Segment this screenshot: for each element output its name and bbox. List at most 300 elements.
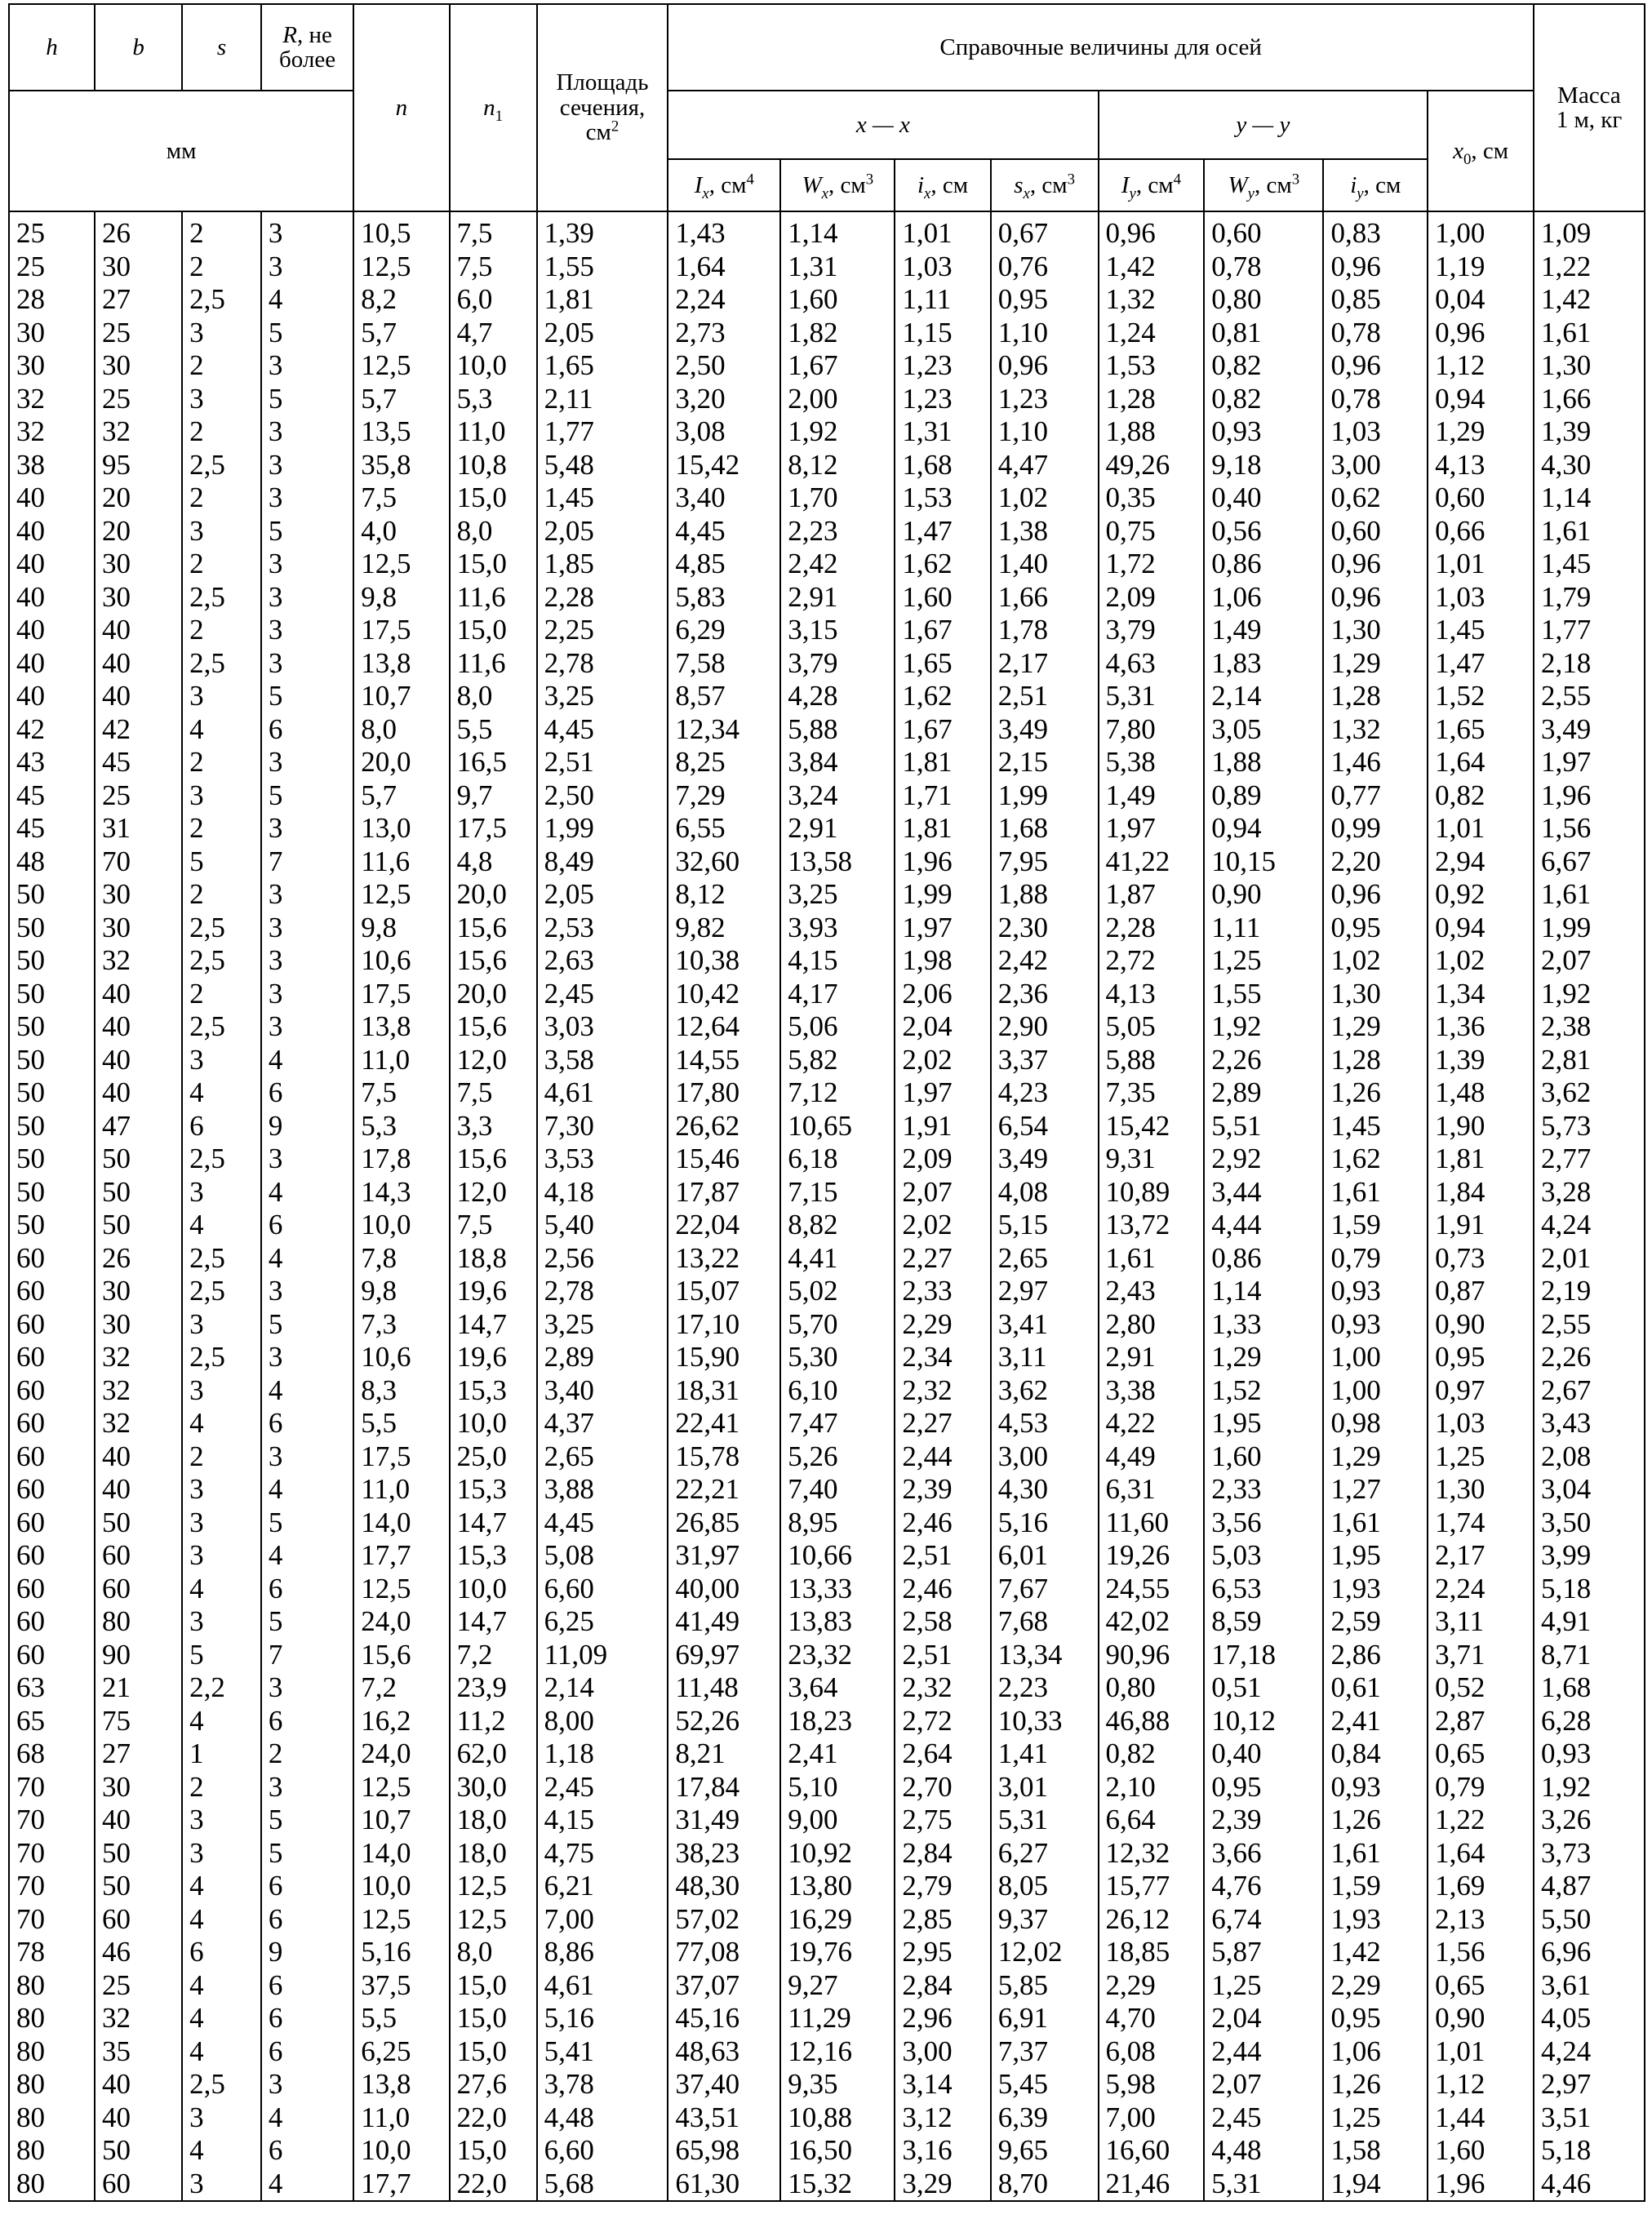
table-cell: 5 [261,779,353,813]
table-cell: 15,0 [450,2134,537,2168]
table-cell: 4,08 [991,1176,1099,1209]
table-cell: 30 [95,1771,182,1804]
table-cell: 15,3 [450,1539,537,1573]
table-cell: 40 [95,1440,182,1474]
table-cell: 5 [182,1639,261,1672]
table-cell: 2,10 [1099,1771,1205,1804]
table-cell: 10,89 [1099,1176,1205,1209]
table-cell: 0,98 [1323,1407,1428,1440]
table-cell: 80 [9,2168,95,2202]
table-cell: 0,79 [1428,1771,1534,1804]
table-cell: 9,18 [1204,449,1323,482]
table-cell: 13,83 [780,1605,895,1639]
table-cell: 1,33 [1204,1308,1323,1342]
table-cell: 4,22 [1099,1407,1205,1440]
table-row [9,713,1645,747]
table-cell: 2 [182,1771,261,1804]
table-cell: 3 [182,1605,261,1639]
table-cell: 1,92 [1534,1771,1645,1804]
table-cell: 12,0 [450,1176,537,1209]
table-cell: 0,96 [1428,317,1534,350]
table-row [9,482,1645,515]
table-cell: 3,03 [537,1010,668,1044]
table-cell: 7 [261,845,353,879]
table-cell: 30 [95,581,182,615]
table-cell: 3 [182,317,261,350]
table-cell: 0,83 [1323,211,1428,251]
table-cell: 50 [9,1076,95,1110]
table-cell: 32 [95,415,182,449]
table-cell: 0,81 [1204,317,1323,350]
table-cell: 2,23 [991,1671,1099,1705]
table-cell: 65 [9,1705,95,1738]
table-cell: 5,87 [1204,1936,1323,1969]
table-cell: 3,49 [991,1143,1099,1176]
table-cell: 4 [182,2134,261,2168]
table-cell: 5,15 [991,1209,1099,1242]
table-cell: 6,08 [1099,2035,1205,2069]
table-cell: 46 [95,1936,182,1969]
table-cell: 4,45 [537,1507,668,1540]
table-cell: 1,88 [1099,415,1205,449]
table-cell: 4,48 [1204,2134,1323,2168]
table-cell: 7,5 [450,251,537,284]
table-cell: 10,5 [353,211,449,251]
table-cell: 8,49 [537,845,668,879]
table-cell: 4 [182,1209,261,1242]
table-cell: 6,28 [1534,1705,1645,1738]
table-cell: 1,97 [895,912,990,945]
table-cell: 1,26 [1323,2068,1428,2101]
table-row [9,1539,1645,1573]
table-cell: 2 [182,482,261,515]
table-cell: 12,32 [1099,1837,1205,1871]
table-row [9,1010,1645,1044]
table-cell: 3,93 [780,912,895,945]
table-cell: 1,88 [991,878,1099,912]
table-cell: 1,00 [1323,1374,1428,1408]
table-cell: 9,82 [668,912,780,945]
table-cell: 2,46 [895,1573,990,1606]
table-cell: 11,0 [353,1044,449,1077]
table-cell: 0,80 [1204,283,1323,317]
table-cell: 2,58 [895,1605,990,1639]
table-cell: 3,25 [780,878,895,912]
table-cell: 25,0 [450,1440,537,1474]
table-cell: 1,67 [895,614,990,647]
table-cell: 1,61 [1534,515,1645,548]
table-cell: 15,0 [450,2002,537,2035]
table-row [9,1804,1645,1837]
table-cell: 50 [95,1507,182,1540]
table-cell: 95 [95,449,182,482]
table-cell: 22,21 [668,1473,780,1507]
table-cell: 11,60 [1099,1507,1205,1540]
table-cell: 2,59 [1323,1605,1428,1639]
table-cell: 0,93 [1323,1275,1428,1308]
table-cell: 16,29 [780,1903,895,1937]
table-cell: 1,01 [1428,2035,1534,2069]
table-cell: 8,70 [991,2168,1099,2202]
table-cell: 2,86 [1323,1639,1428,1672]
table-cell: 5,05 [1099,1010,1205,1044]
table-cell: 2,95 [895,1936,990,1969]
table-cell: 1,81 [895,812,990,845]
table-cell: 6 [261,1076,353,1110]
table-cell: 17,7 [353,2168,449,2202]
table-cell: 2,05 [537,515,668,548]
table-cell: 1,99 [895,878,990,912]
table-cell: 1,49 [1204,614,1323,647]
table-cell: 0,65 [1428,1969,1534,2003]
table-cell: 8,57 [668,680,780,713]
table-cell: 4,44 [1204,1209,1323,1242]
table-cell: 4 [261,2101,353,2135]
table-cell: 2,26 [1534,1341,1645,1374]
table-cell: 60 [9,1507,95,1540]
table-cell: 28 [9,283,95,317]
table-cell: 60 [9,1341,95,1374]
table-cell: 1,59 [1323,1870,1428,1903]
table-cell: 20 [95,482,182,515]
table-row [9,449,1645,482]
table-cell: 0,96 [1323,548,1428,581]
table-row [9,1507,1645,1540]
table-cell: 1,03 [1323,415,1428,449]
table-cell: 15,3 [450,1473,537,1507]
table-row [9,680,1645,713]
table-cell: 5,48 [537,449,668,482]
table-cell: 1,25 [1204,944,1323,978]
table-row [9,878,1645,912]
table-cell: 1,61 [1099,1242,1205,1276]
table-cell: 1,99 [991,779,1099,813]
table-cell: 2,02 [895,1209,990,1242]
table-cell: 2,50 [537,779,668,813]
table-cell: 1,62 [895,548,990,581]
table-cell: 4,76 [1204,1870,1323,1903]
table-cell: 1,45 [1428,614,1534,647]
table-cell: 70 [9,1804,95,1837]
table-cell: 2,84 [895,1837,990,1871]
header-axis-xx: x — x [668,91,1098,159]
table-cell: 1,97 [895,1076,990,1110]
table-cell: 11,6 [450,581,537,615]
table-cell: 6 [261,2134,353,2168]
table-cell: 8,71 [1534,1639,1645,1672]
table-cell: 40 [9,680,95,713]
table-cell: 30 [95,548,182,581]
table-cell: 5,5 [353,2002,449,2035]
table-cell: 1,40 [991,548,1099,581]
table-cell: 2,5 [182,912,261,945]
table-cell: 0,95 [1323,912,1428,945]
table-cell: 4,91 [1534,1605,1645,1639]
table-cell: 2,5 [182,944,261,978]
table-cell: 13,33 [780,1573,895,1606]
table-cell: 1,79 [1534,581,1645,615]
table-cell: 90,96 [1099,1639,1205,1672]
table-cell: 21 [95,1671,182,1705]
table-cell: 13,80 [780,1870,895,1903]
table-cell: 1,81 [1428,1143,1534,1176]
table-cell: 2,32 [895,1374,990,1408]
table-cell: 1,06 [1204,581,1323,615]
table-cell: 18,85 [1099,1936,1205,1969]
table-cell: 2,2 [182,1671,261,1705]
table-cell: 2,33 [1204,1473,1323,1507]
table-cell: 5,03 [1204,1539,1323,1573]
table-cell: 50 [9,1110,95,1143]
table-cell: 1,41 [991,1737,1099,1771]
table-cell: 14,55 [668,1044,780,1077]
table-cell: 3,49 [1534,713,1645,747]
table-cell: 0,95 [991,283,1099,317]
table-cell: 4 [182,1407,261,1440]
table-cell: 1,23 [895,349,990,383]
table-row [9,1705,1645,1738]
table-cell: 7,30 [537,1110,668,1143]
table-cell: 0,84 [1323,1737,1428,1771]
table-cell: 32 [95,1374,182,1408]
table-cell: 4,61 [537,1076,668,1110]
table-cell: 2,38 [1534,1010,1645,1044]
table-cell: 6 [261,1573,353,1606]
table-cell: 23,9 [450,1671,537,1705]
table-cell: 1,11 [895,283,990,317]
header-n1: $n_1$ [450,4,537,211]
table-cell: 1,68 [895,449,990,482]
table-row [9,1737,1645,1771]
table-row [9,383,1645,416]
table-cell: 5,18 [1534,2134,1645,2168]
table-cell: 1,55 [1204,978,1323,1011]
table-cell: 1,93 [1323,1903,1428,1937]
header-ix-radius: $i_x$, см [895,159,990,211]
table-cell: 3 [261,548,353,581]
table-cell: 2,09 [1099,581,1205,615]
table-cell: 3,37 [991,1044,1099,1077]
table-cell: 4 [261,1473,353,1507]
table-cell: 15,6 [450,1010,537,1044]
table-cell: 2,94 [1428,845,1534,879]
table-cell: 2 [182,1440,261,1474]
table-cell: 5,98 [1099,2068,1205,2101]
table-cell: 2,39 [1204,1804,1323,1837]
table-cell: 3,53 [537,1143,668,1176]
table-cell: 4,23 [991,1076,1099,1110]
table-cell: 5,16 [537,2002,668,2035]
table-cell: 10,12 [1204,1705,1323,1738]
table-cell: 12,5 [353,1573,449,1606]
table-cell: 5 [261,1605,353,1639]
table-cell: 10,6 [353,944,449,978]
table-cell: 2,89 [1204,1076,1323,1110]
table-cell: 4,48 [537,2101,668,2135]
table-cell: 40 [9,614,95,647]
table-cell: 32 [9,415,95,449]
table-cell: 1,32 [1099,283,1205,317]
table-cell: 30 [9,317,95,350]
header-area: Площадь сечения, $см^2$ [537,4,668,211]
header-mass: Масса 1 м, кг [1534,4,1645,211]
table-cell: 80 [9,2134,95,2168]
table-cell: 3 [261,211,353,251]
table-cell: 26,12 [1099,1903,1205,1937]
table-cell: 2,09 [895,1143,990,1176]
table-cell: 15,0 [450,614,537,647]
table-cell: 3,00 [1323,449,1428,482]
table-cell: 32 [95,1407,182,1440]
table-cell: 0,82 [1428,779,1534,813]
table-cell: 7,15 [780,1176,895,1209]
table-cell: 3 [261,1143,353,1176]
table-cell: 1,52 [1428,680,1534,713]
table-cell: 3,11 [1428,1605,1534,1639]
table-cell: 40 [95,2101,182,2135]
table-cell: 1,29 [1204,1341,1323,1374]
table-cell: 2,29 [1099,1969,1205,2003]
table-cell: 62,0 [450,1737,537,1771]
table-cell: 1,14 [780,211,895,251]
table-cell: 11,6 [450,647,537,681]
table-cell: 60 [9,1374,95,1408]
table-cell: 2,13 [1428,1903,1534,1937]
table-cell: 4,15 [537,1804,668,1837]
table-cell: 3,12 [895,2101,990,2135]
table-cell: 10,7 [353,680,449,713]
table-cell: 30 [95,1275,182,1308]
table-cell: 3,15 [780,614,895,647]
table-cell: 8,3 [353,1374,449,1408]
table-cell: 0,65 [1428,1737,1534,1771]
table-cell: 3,24 [780,779,895,813]
table-cell: 3,40 [668,482,780,515]
table-cell: 4 [182,2002,261,2035]
table-cell: 7,3 [353,1308,449,1342]
table-cell: 1,61 [1534,317,1645,350]
table-cell: 5,16 [353,1936,449,1969]
table-cell: 68 [9,1737,95,1771]
table-cell: 1,39 [537,211,668,251]
table-cell: 4 [182,1903,261,1937]
table-cell: 0,94 [1204,812,1323,845]
table-cell: 2,77 [1534,1143,1645,1176]
table-cell: 6,10 [780,1374,895,1408]
table-cell: 50 [9,1176,95,1209]
table-cell: 1,65 [537,349,668,383]
table-cell: 60 [9,1242,95,1276]
table-cell: 1,28 [1323,680,1428,713]
table-cell: 0,79 [1323,1242,1428,1276]
table-cell: 0,94 [1428,912,1534,945]
table-cell: 4,7 [450,317,537,350]
table-cell: 31,97 [668,1539,780,1573]
table-cell: 4,15 [780,944,895,978]
table-cell: 2,28 [537,581,668,615]
table-row [9,845,1645,879]
table-cell: 10,66 [780,1539,895,1573]
header-x0: $x_0$, см [1428,91,1534,211]
table-cell: 0,56 [1204,515,1323,548]
table-cell: 4,47 [991,449,1099,482]
table-cell: 3,50 [1534,1507,1645,1540]
table-cell: 6 [261,713,353,747]
table-cell: 1,22 [1428,1804,1534,1837]
table-cell: 20,0 [450,878,537,912]
table-cell: 5,10 [780,1771,895,1804]
table-cell: 70 [95,845,182,879]
table-cell: 0,96 [991,349,1099,383]
table-cell: 1,14 [1534,482,1645,515]
table-cell: 1,12 [1428,349,1534,383]
table-cell: 16,5 [450,746,537,779]
table-cell: 0,66 [1428,515,1534,548]
table-cell: 80 [95,1605,182,1639]
table-cell: 63 [9,1671,95,1705]
table-cell: 3 [182,779,261,813]
table-cell: 1,52 [1204,1374,1323,1408]
table-cell: 5,70 [780,1308,895,1342]
table-cell: 22,0 [450,2101,537,2135]
table-cell: 2,11 [537,383,668,416]
table-cell: 77,08 [668,1936,780,1969]
table-cell: 40 [95,1076,182,1110]
table-cell: 4 [182,1969,261,2003]
table-cell: 7,2 [353,1671,449,1705]
table-cell: 1,85 [537,548,668,581]
table-cell: 6 [261,1209,353,1242]
table-cell: 5,88 [1099,1044,1205,1077]
table-cell: 5,26 [780,1440,895,1474]
table-cell: 3,58 [537,1044,668,1077]
table-cell: 7,12 [780,1076,895,1110]
table-cell: 5 [261,1308,353,1342]
table-cell: 3,84 [780,746,895,779]
table-cell: 3,08 [668,415,780,449]
header-r: R, не более [261,4,353,91]
table-cell: 11,0 [353,1473,449,1507]
table-cell: 13,72 [1099,1209,1205,1242]
header-wy: $W_y$, $см^3$ [1204,159,1323,211]
table-cell: 15,6 [353,1639,449,1672]
table-cell: 2,53 [537,912,668,945]
table-cell: 0,35 [1099,482,1205,515]
table-cell: 4,41 [780,1242,895,1276]
table-cell: 1,30 [1323,978,1428,1011]
table-cell: 3,88 [537,1473,668,1507]
table-cell: 7,5 [450,211,537,251]
table-cell: 2,51 [895,1639,990,1672]
table-cell: 1 [182,1737,261,1771]
table-cell: 43 [9,746,95,779]
table-cell: 5,88 [780,713,895,747]
table-cell: 3,49 [991,713,1099,747]
table-cell: 7,00 [1099,2101,1205,2135]
table-cell: 1,29 [1428,415,1534,449]
table-cell: 3 [182,383,261,416]
table-cell: 0,99 [1323,812,1428,845]
table-cell: 11,29 [780,2002,895,2035]
table-cell: 1,47 [1428,647,1534,681]
table-cell: 4 [182,713,261,747]
table-cell: 2,78 [537,1275,668,1308]
table-cell: 40 [95,680,182,713]
table-cell: 1,59 [1323,1209,1428,1242]
table-row [9,1209,1645,1242]
table-cell: 4,8 [450,845,537,879]
table-cell: 4,46 [1534,2168,1645,2202]
